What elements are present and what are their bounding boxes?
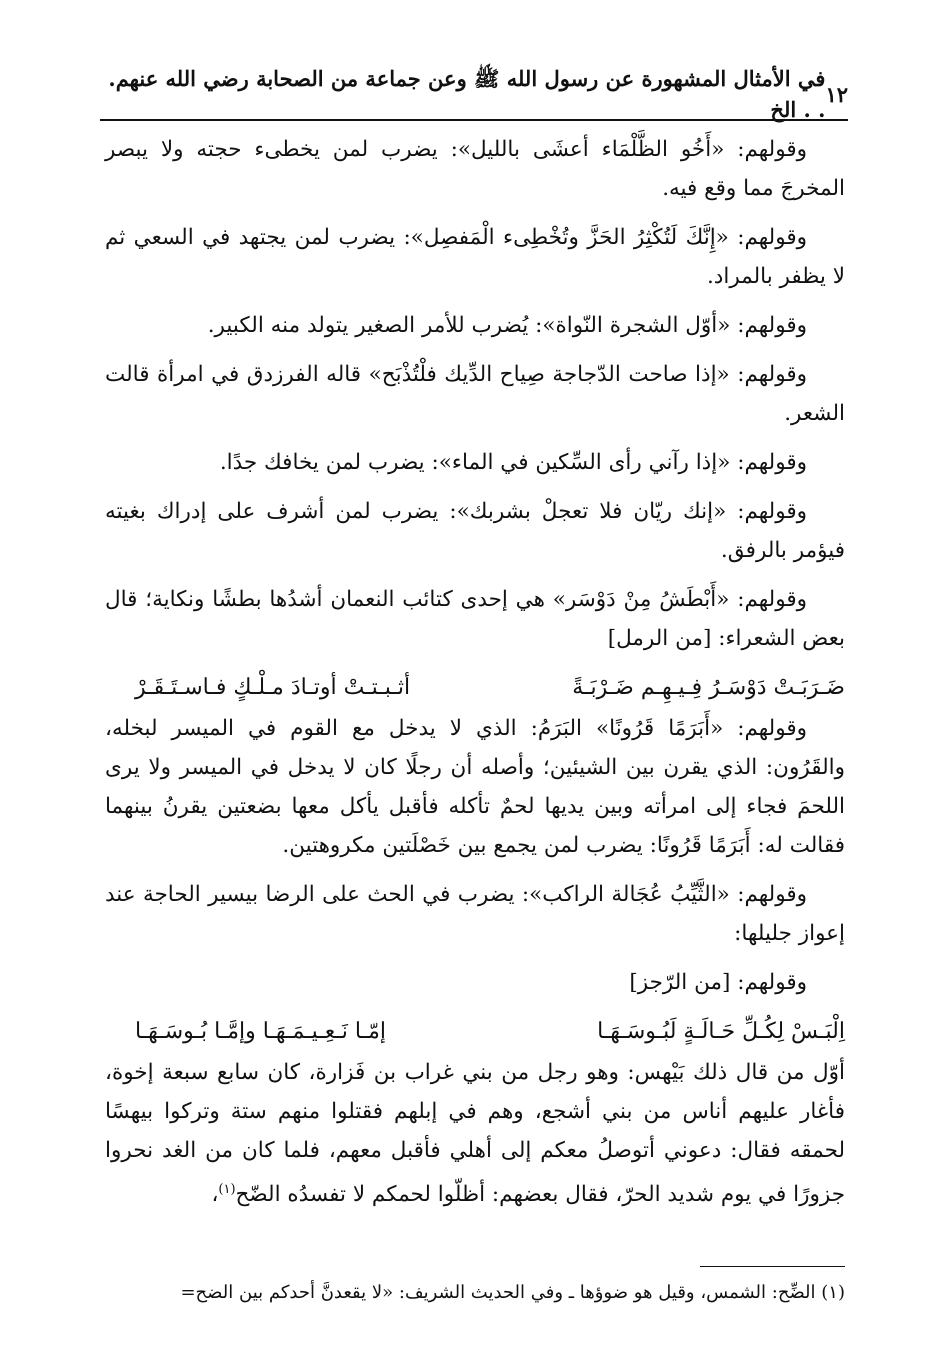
paragraph-text: وقولهم: «إِنَّكَ لَتُكْثِرُ الحَزَّ وتُخْطِىء الْمَفصِل»: يضرب لمن يجتهد في السعي ثم لا يظفر بالمراد. — [105, 225, 845, 289]
verse-line — [105, 668, 845, 707]
paragraph-text: وقولهم: «أَخُو الظَّلْمَاء أعشَى بالليل»: يضرب لمن يخطىء حجته ولا يبصر المخرجَ مما وقع فيه. — [105, 137, 845, 201]
paragraph — [105, 218, 845, 296]
footnote: (١) الضِّح: الشمس، وقيل هو ضوؤها ـ وفي الحديث الشريف: «لا يقعدنَّ أحدكم بين الضح= — [180, 1282, 845, 1303]
paragraph-text: وقولهم: «إذا رآني رأى السِّكين في الماء»: يضرب لمن يخافك جدًا. — [219, 450, 807, 475]
paragraph-text: وقولهم: «أوّل الشجرة النّواة»: يُضرب للأمر الصغير يتولد منه الكبير. — [207, 313, 807, 338]
paragraph — [105, 355, 845, 433]
page-body — [105, 130, 845, 1214]
verse-hemistich-right: ضَـرَبَـتْ دَوْسَـرُ فِـيـهِـم ضَـرْبَـةً — [572, 675, 845, 700]
paragraph — [105, 1053, 845, 1214]
paragraph-text: وقولهم: «أَبْطَشُ مِنْ دَوْسَر» هي إحدى كتائب النعمان أشدُها بطشًا ونكاية؛ قال بعض الشعراء: [من الرمل] — [105, 587, 845, 651]
paragraph — [105, 306, 845, 345]
footnote-marker: (١) — [218, 1182, 236, 1197]
paragraph-text: وقولهم: «أَبَرَمًا قَرُونًا» البَرَمُ: الذي لا يدخل مع القوم في الميسر لبخله، والقَرُون: الذي يقرن بين الشيئين؛ وأصله أن رجلًا كان لا يدخل في الميسر ولا يرى اللحمَ فجاء إلى امرأته وبين يديها لحمٌ تأكله فأقبل يأكل معها بضعتين يقرنُ بينهما فقالت له: أَبَرَمًا قَرُونًا: يضرب لمن يجمع بين خَصْلَتين مكروهتين. — [105, 716, 845, 858]
verse-hemistich-left: إمّـا نَـعِـيـمَـهَـا وإمَّـا بُـوسَـهَـا — [135, 1019, 386, 1044]
paragraph — [105, 492, 845, 570]
paragraph-text: أوّل من قال ذلك بَيْهس: وهو رجل من بني غراب بن فَزارة، كان سابع سبعة إخوة، فأغار عليهم أناس من بني أشجع، وهم في إبلهم فقتلوا منهم ستة وتركوا بيهسًا لحمقه فقال: دعوني أتوصلُ معكم إلى أهلي فأقبل معهم، فلما كان من الغد نحروا جزورًا في يوم شديد الحرّ، فقال بعضهم: أظلّوا لحمكم لا تفسدُه الضّح — [105, 1060, 845, 1208]
running-title: في الأمثال المشهورة عن رسول الله ﷺ وعن جماعة من الصحابة رضي الله عنهم. . . الخ — [108, 66, 826, 122]
page-number: ١٢ — [825, 81, 848, 107]
page-header — [100, 66, 848, 122]
paragraph-text: وقولهم: «إنك ريّان فلا تعجلْ بشربك»: يضرب لمن أشرف على إدراك بغيته فيؤمر بالرفق. — [105, 499, 845, 563]
paragraph — [105, 443, 845, 482]
paragraph — [105, 963, 845, 1002]
paragraph — [105, 130, 845, 208]
verse-line — [105, 1012, 845, 1051]
footnote-divider — [700, 1266, 845, 1267]
paragraph — [105, 709, 845, 865]
verse-hemistich-left: أثـبـتـتْ أوتـادَ مـلْـكٍ فـاسـتَـقَـرْ — [135, 675, 411, 700]
paragraph-text: ، — [211, 1182, 219, 1208]
header-divider — [100, 119, 848, 121]
paragraph-text: وقولهم: «الثَّيِّبُ عُجَالة الراكب»: يضرب في الحث على الرضا بيسير الحاجة عند إعواز جليلها: — [105, 882, 845, 946]
paragraph — [105, 580, 845, 658]
paragraph-text: وقولهم: [من الرّجز] — [629, 970, 807, 995]
paragraph — [105, 875, 845, 953]
verse-hemistich-right: اِلْبَـسْ لِكُـلِّ حَـالَـةٍ لَبُـوسَـهَـا — [597, 1019, 845, 1044]
paragraph-text: وقولهم: «إذا صاحت الدّجاجة صِياح الدِّيك فلْتُذْبَح» قاله الفرزدق في امرأة قالت الشعر. — [105, 362, 845, 426]
